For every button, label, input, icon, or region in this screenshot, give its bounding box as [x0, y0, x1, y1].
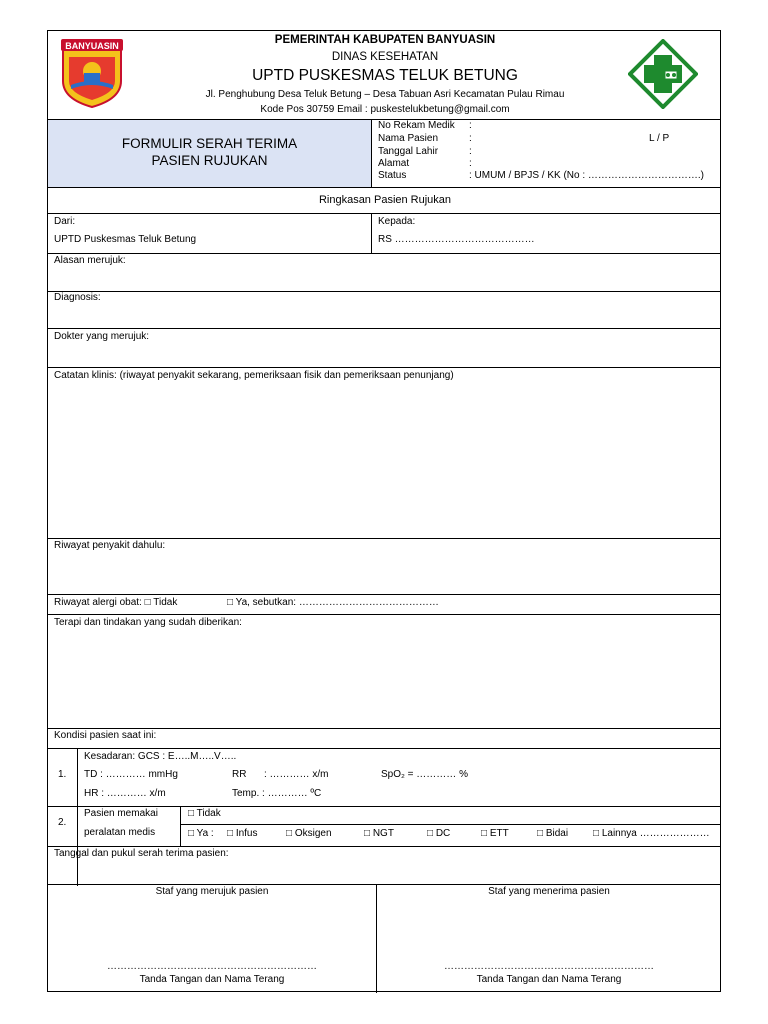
header-line3: UPTD PUSKESMAS TELUK BETUNG — [252, 67, 518, 84]
equipment-oksigen-checkbox[interactable]: □ Oksigen — [286, 828, 332, 839]
sign-left-caption: Tanda Tangan dan Nama Terang — [139, 974, 285, 985]
form-title-line1: FORMULIR SERAH TERIMA — [121, 136, 298, 151]
label-nama-pasien: Nama Pasien — [378, 133, 439, 144]
summary-title: Ringkasan Pasien Rujukan — [318, 194, 452, 206]
terapi-field[interactable]: Terapi dan tindakan yang sudah diberikan: — [54, 617, 242, 628]
sign-right-title: Staf yang menerima pasien — [488, 886, 610, 897]
puskesmas-logo-icon — [628, 39, 698, 109]
equipment-label-line1: Pasien memakai — [84, 808, 158, 819]
equipment-label-line2: peralatan medis — [84, 827, 156, 838]
label-alamat: Alamat — [378, 158, 410, 169]
kondisi-label: Kondisi pasien saat ini: — [54, 730, 157, 741]
status-value[interactable]: : UMUM / BPJS / KK (No : …………………………….) — [469, 170, 705, 181]
sign-left-title: Staf yang merujuk pasien — [155, 886, 269, 897]
colon-nama-pasien: : — [469, 133, 472, 144]
equipment-ya-checkbox[interactable]: □ Ya : — [188, 828, 214, 839]
rr-field[interactable]: : ………… x/m — [264, 769, 329, 780]
equipment-dc-checkbox[interactable]: □ DC — [427, 828, 451, 839]
colon-alamat: : — [469, 158, 472, 169]
equipment-lainnya-checkbox[interactable]: □ Lainnya ………………… — [593, 828, 710, 839]
temp-field[interactable]: Temp. : ………… ºC — [232, 788, 322, 799]
alasan-merujuk-field[interactable]: Alasan merujuk: — [54, 255, 126, 266]
equipment-infus-checkbox[interactable]: □ Infus — [227, 828, 258, 839]
sign-left-line[interactable]: ……………………………………………………… — [107, 961, 317, 972]
to-label: Kepada: — [378, 216, 416, 227]
colon-tanggal-lahir: : — [469, 146, 472, 157]
td-field[interactable]: TD : ………… mmHg — [84, 769, 178, 780]
rr-label: RR — [232, 769, 247, 780]
label-no-rekam-medik: No Rekam Medik — [378, 120, 455, 131]
colon-no-rekam-medik: : — [469, 120, 472, 131]
equipment-ngt-checkbox[interactable]: □ NGT — [364, 828, 394, 839]
sign-right-line[interactable]: ……………………………………………………… — [444, 961, 654, 972]
header-line2: DINAS KESEHATAN — [331, 51, 439, 63]
header-address: Jl. Penghubung Desa Teluk Betung – Desa Tabuan Asri Kecamatan Pulau Rimau — [205, 89, 565, 100]
svg-text:BANYUASIN: BANYUASIN — [65, 41, 119, 51]
equipment-number: 2. — [58, 817, 67, 828]
equipment-bidai-checkbox[interactable]: □ Bidai — [537, 828, 569, 839]
vitals-number: 1. — [58, 769, 67, 780]
form-title-line2: PASIEN RUJUKAN — [151, 153, 268, 168]
header-line1: PEMERINTAH KABUPATEN BANYUASIN — [274, 34, 496, 46]
equipment-tidak-checkbox[interactable]: □ Tidak — [188, 808, 221, 819]
alergi-ya-checkbox[interactable]: □ Ya, sebutkan: …………………………………… — [227, 597, 439, 608]
from-label: Dari: — [54, 216, 76, 227]
to-value-field[interactable]: RS …………………………………… — [378, 234, 535, 245]
header-contact: Kode Pos 30759 Email : puskestelukbetung@gmail.com — [260, 104, 510, 115]
referral-form — [47, 30, 721, 992]
catatan-klinis-field[interactable]: Catatan klinis: (riwayat penyakit sekarang, pemeriksaan fisik dan pemeriksaan penunjang) — [54, 370, 454, 381]
dokter-merujuk-field[interactable]: Dokter yang merujuk: — [54, 331, 150, 342]
kesadaran-field[interactable]: Kesadaran: GCS : E…..M…..V….. — [84, 751, 237, 762]
from-value: UPTD Puskesmas Teluk Betung — [54, 234, 197, 245]
label-tanggal-lahir: Tanggal Lahir — [378, 146, 439, 157]
gender-option[interactable]: L / P — [649, 133, 670, 144]
label-status: Status — [378, 170, 407, 181]
diagnosis-field[interactable]: Diagnosis: — [54, 292, 101, 303]
alergi-tidak-checkbox[interactable]: Riwayat alergi obat: □ Tidak — [54, 597, 178, 608]
hr-field[interactable]: HR : ………… x/m — [84, 788, 166, 799]
tanggal-serah-terima-field[interactable]: Tanggal dan pukul serah terima pasien: — [54, 848, 229, 859]
riwayat-penyakit-dahulu-field[interactable]: Riwayat penyakit dahulu: — [54, 540, 166, 551]
equipment-ett-checkbox[interactable]: □ ETT — [481, 828, 509, 839]
spo2-field[interactable]: SpO₂ = ………… % — [381, 769, 468, 780]
sign-right-caption: Tanda Tangan dan Nama Terang — [476, 974, 622, 985]
